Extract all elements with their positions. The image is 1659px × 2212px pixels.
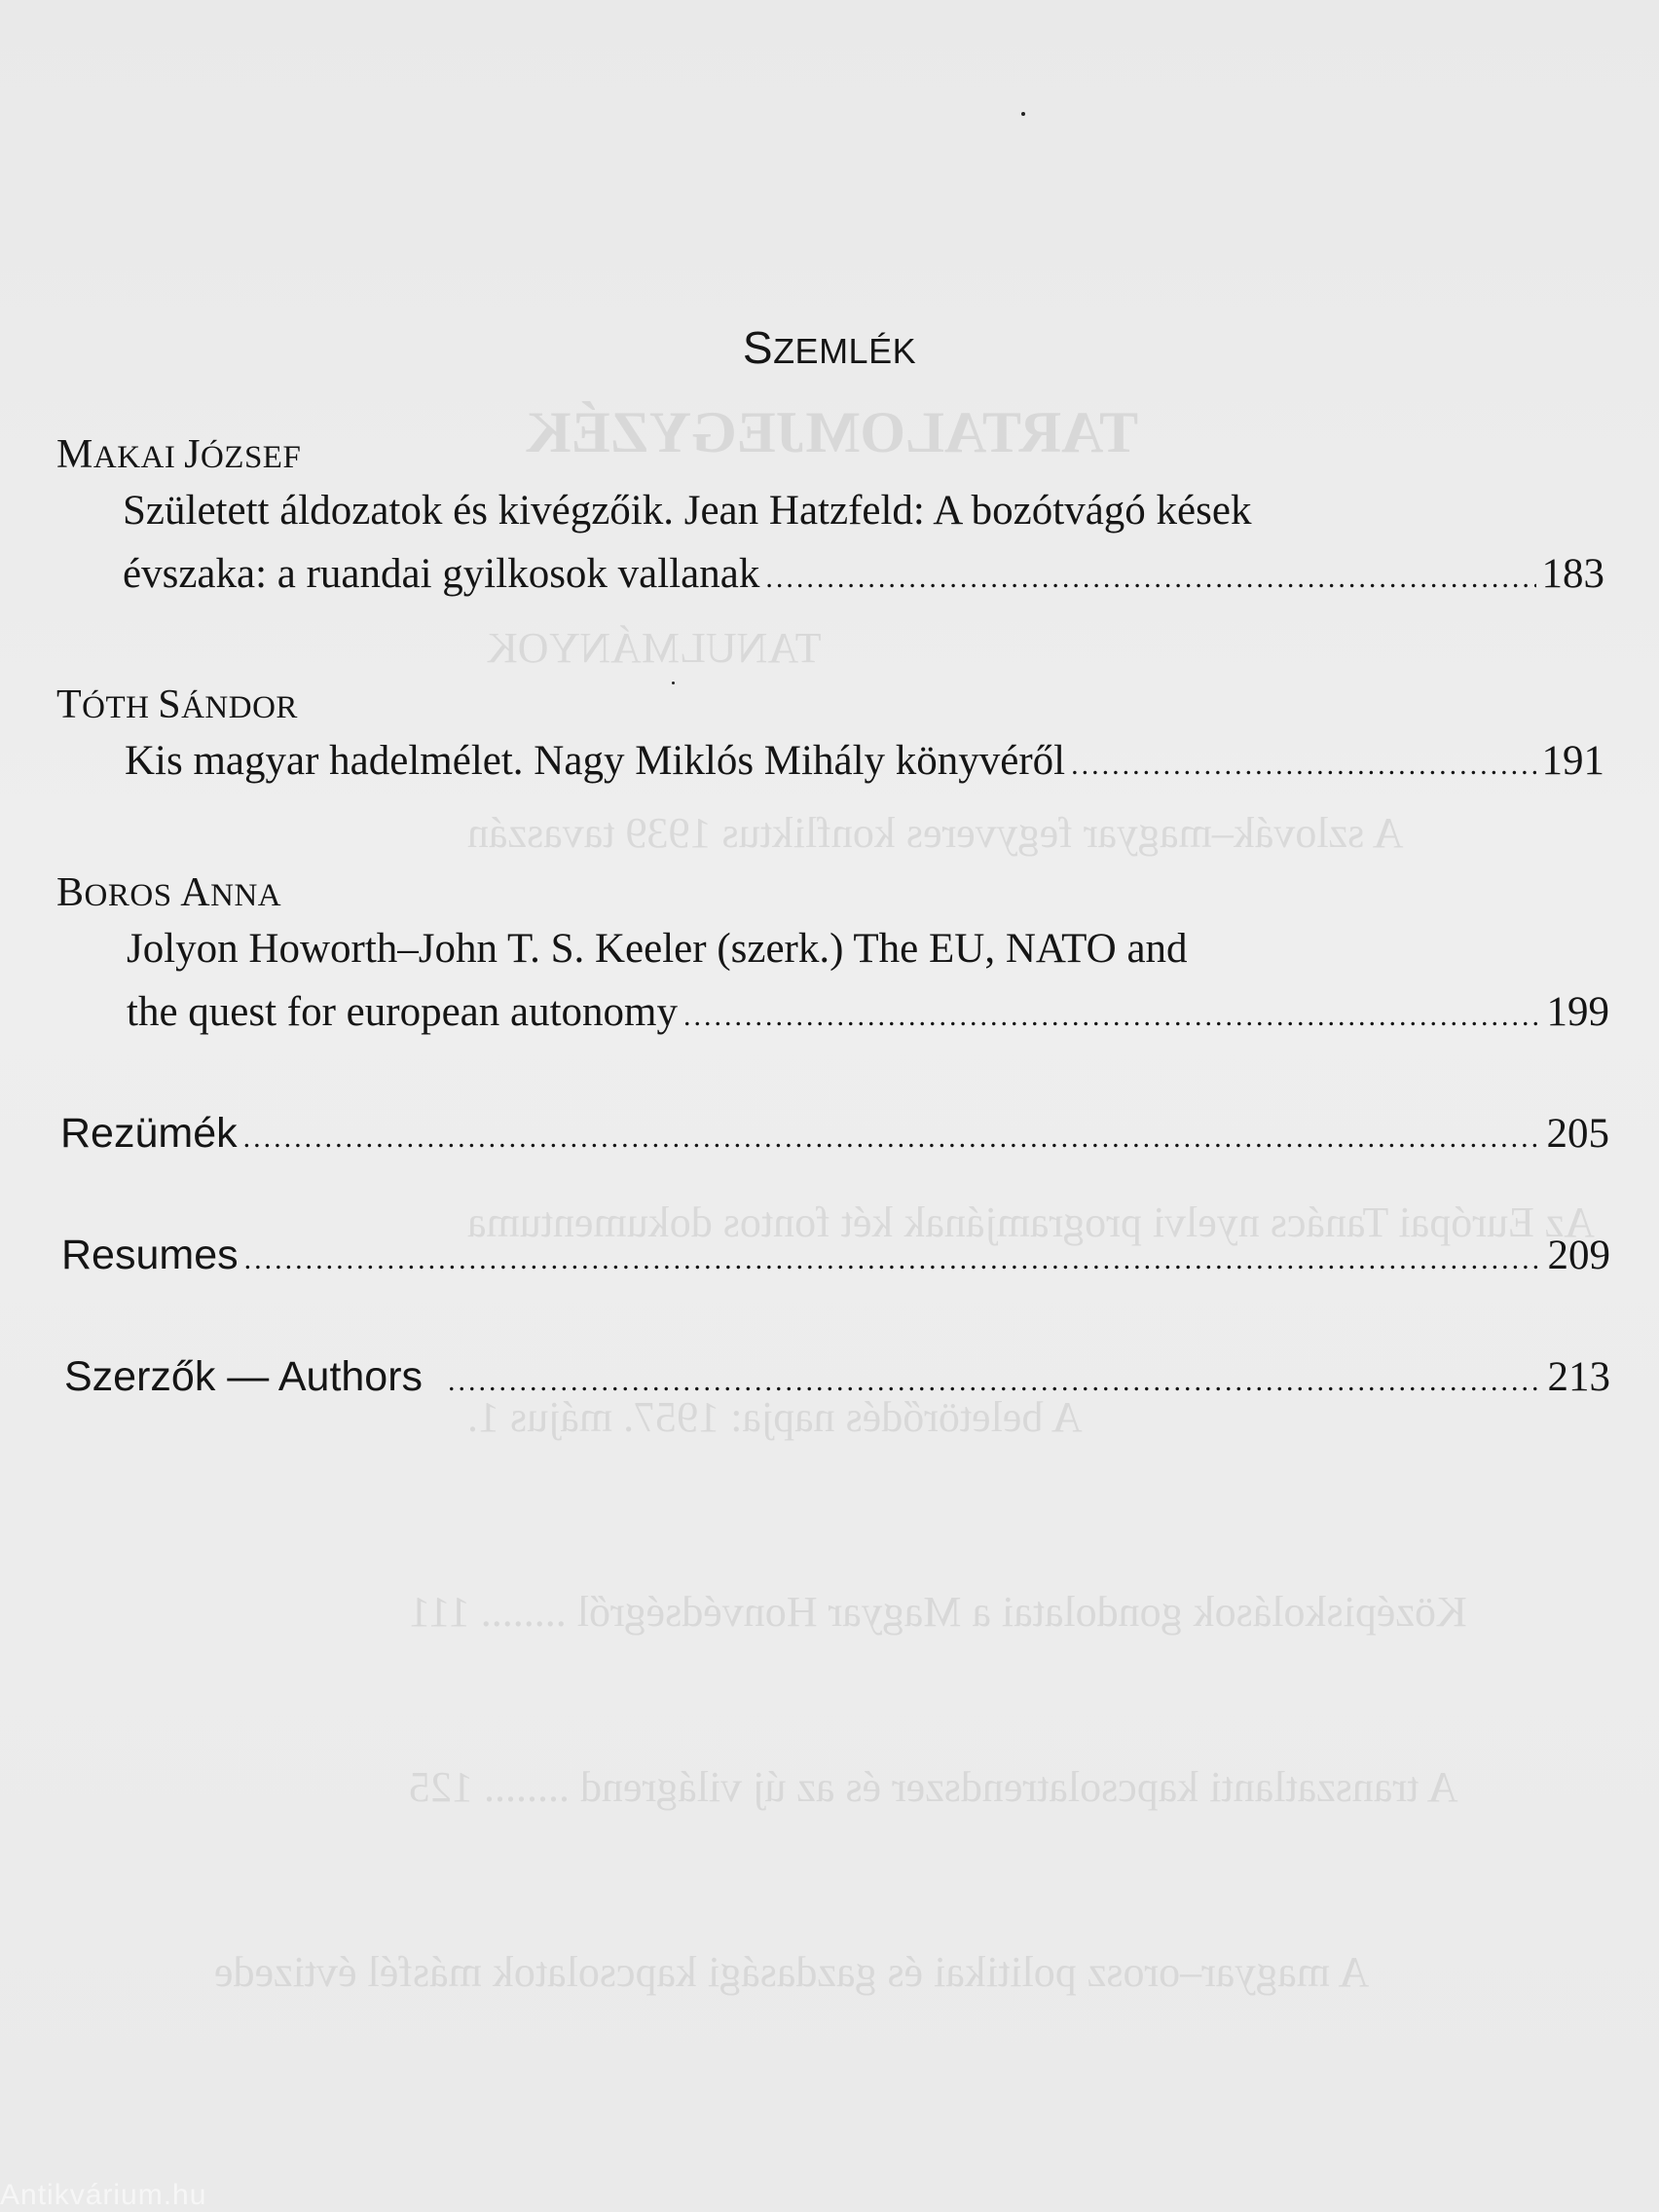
bleed-through-heading: TARTALOMJEGYZÉK	[526, 400, 1139, 464]
section-heading	[0, 321, 1659, 374]
toc-entry-line[interactable]	[61, 1232, 1610, 1279]
author-initial: A	[180, 870, 211, 915]
toc-entry-line[interactable]	[60, 1110, 1609, 1158]
leader-dots	[765, 562, 1535, 595]
entry-title-line: évszaka: a ruandai gyilkosok vallanak	[123, 551, 760, 597]
author-name-part: NNA	[210, 878, 282, 913]
author-name-part: ÓZSEF	[200, 440, 302, 475]
ink-speck	[1021, 112, 1025, 116]
bleed-through-line: Az Európai Tanács nyelvi programjának két fontos dokumentuma	[467, 1198, 1596, 1246]
page-number: 199	[1546, 989, 1609, 1035]
page-number: 213	[1547, 1354, 1610, 1400]
entry-title-line: the quest for european autonomy	[127, 989, 678, 1035]
entry-label: Rezümék	[60, 1110, 238, 1157]
entry-title-line: Jolyon Howorth–John T. S. Keeler (szerk.) The EU, NATO and	[127, 926, 1188, 972]
bleed-through-line: TANULMÁNYOK	[487, 624, 822, 672]
bleed-through-line: A beletörődés napja: 1957. május 1.	[467, 1393, 1083, 1441]
page-number: 205	[1546, 1111, 1609, 1157]
entry-label: Szerzők — Authors	[64, 1353, 424, 1400]
leader-dots	[244, 1243, 1542, 1276]
page-number: 209	[1547, 1233, 1610, 1278]
leader-dots	[448, 1365, 1541, 1398]
page-number: 191	[1541, 738, 1604, 784]
author-name-part: OROS	[84, 878, 181, 913]
entry-title-line: Kis magyar hadelmélet. Nagy Miklós Mihály könyvéről	[125, 738, 1066, 784]
author-name-part: AKAI	[92, 440, 185, 475]
watermark: Antikvárium.hu	[0, 2179, 207, 2211]
author-initial: S	[158, 682, 182, 727]
section-heading-initial: S	[742, 322, 774, 373]
author-name-part: ÓTH	[82, 690, 159, 725]
page-number: 183	[1541, 551, 1604, 597]
ink-speck	[672, 682, 675, 684]
bleed-through-line: A szlovák–magyar fegyveres konfliktus 1939 tavaszán	[467, 809, 1404, 857]
section-heading-rest: ZEMLÉK	[773, 331, 917, 371]
entry-author	[56, 431, 301, 478]
entry-title-line: Született áldozatok és kivégzőik. Jean Hatzfeld: A bozótvágó kések	[123, 488, 1252, 534]
leader-dots	[243, 1122, 1541, 1155]
author-initial: B	[56, 870, 85, 915]
author-initial: J	[184, 432, 201, 477]
entry-label: Resumes	[61, 1232, 239, 1278]
leader-dots	[683, 1000, 1541, 1033]
author-name-part: ÁNDOR	[181, 690, 298, 725]
bleed-through-line: A magyar–orosz politikai és gazdasági kapcsolatok másfél évtizede	[214, 1948, 1370, 1996]
author-initial: T	[56, 682, 83, 727]
toc-entry-line[interactable]	[125, 737, 1604, 785]
leader-dots	[1071, 749, 1535, 782]
entry-author	[56, 869, 281, 916]
entry-author	[56, 682, 298, 728]
toc-entry-line[interactable]	[123, 550, 1604, 598]
bleed-through-line: A transzatlanti kapcsolatrendszer és az új világrend ........ 125	[409, 1763, 1458, 1811]
toc-entry-line[interactable]	[127, 988, 1609, 1036]
toc-entry-line[interactable]	[64, 1353, 1610, 1401]
bleed-through-line: Középiskolások gondolatai a Magyar Honvédségről ........ 111	[409, 1588, 1467, 1636]
author-initial: M	[56, 432, 93, 477]
